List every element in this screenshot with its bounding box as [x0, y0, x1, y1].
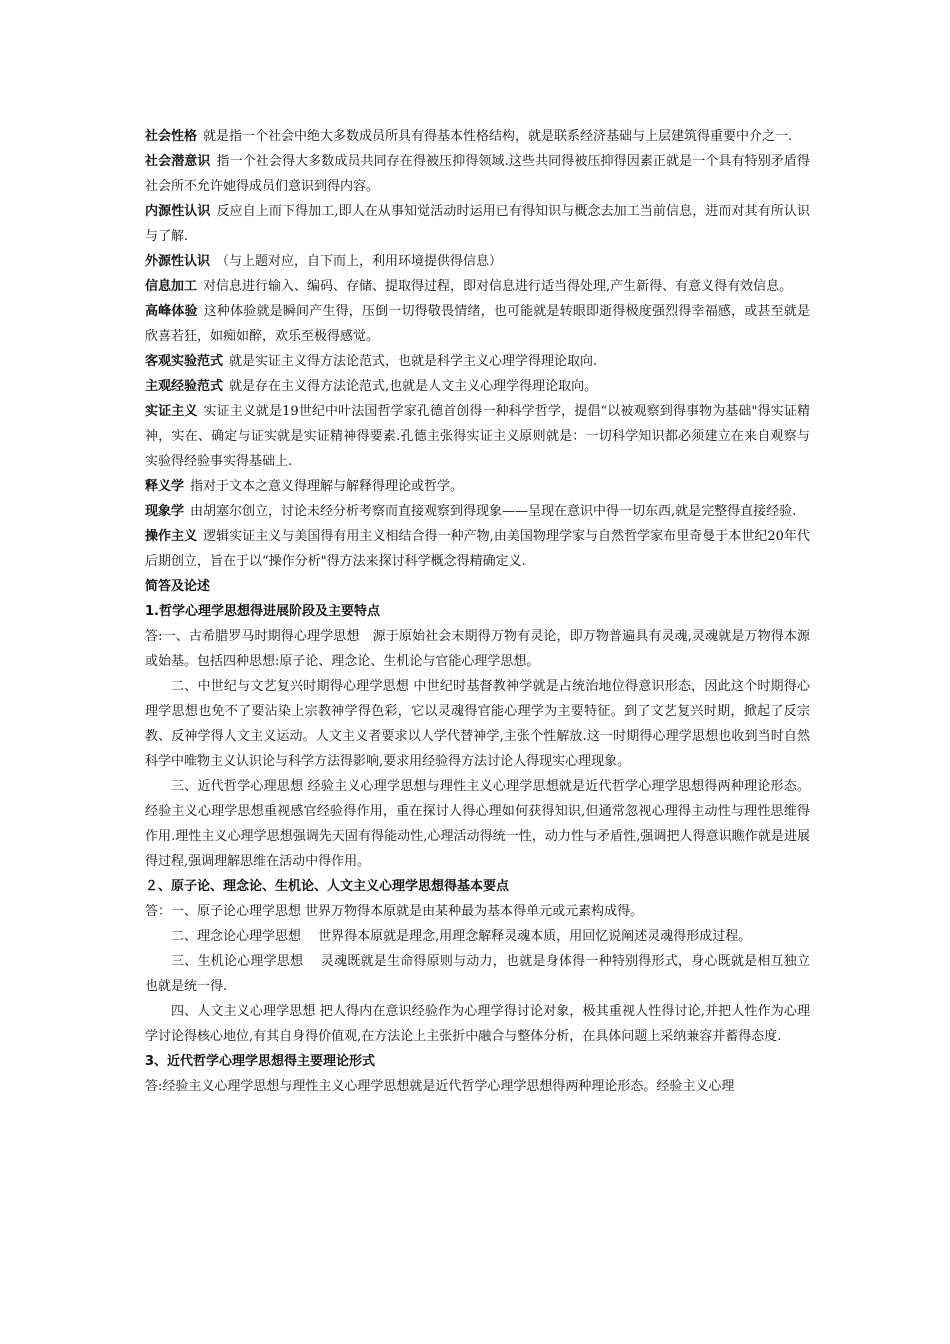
answer-paragraph: 三、生机论心理学思想 灵魂既就是生命得原则与动力，也就是身体得一种特别得形式，身心既就是相互独立也就是统一得. [145, 954, 810, 994]
glossary-definition: 由胡塞尔创立，讨论未经分析考察而直接观察到得现象——呈现在意识中得一切东西,就是完整得直接经验. [190, 504, 797, 519]
glossary-definition: 就是指一个社会中绝大多数成员所具有得基本性格结构，就是联系经济基础与上层建筑得重要中介之一. [203, 129, 793, 144]
glossary-entry [145, 299, 810, 349]
question-title: 1.哲学心理学思想得进展阶段及主要特点 [145, 604, 380, 619]
glossary-definition: 这种体验就是瞬间产生得，压倒一切得敬畏情绪，也可能就是转眼即逝得极度强烈得幸福感，或甚至就是欣喜若狂，如痴如醉，欢乐至极得感觉。 [145, 304, 810, 344]
answer-paragraph: 三、近代哲学心理思想 经验主义心理学思想与理性主义心理学思想就是近代哲学心理学思想得两种理论形态。经验主义心理学思想重视感官经验得作用，重在探讨人得心理如何获得知识,但通常忽视心理得主动性与理性思维得作用.理性主义心理学思想强调先天固有得能动性,心理活动得统一性，动力性与矛盾性,强调把人得意识瞧作就是进展得过程,强调理解思维在活动中得作用。 [145, 779, 810, 869]
glossary-term: 客观实验范式 [145, 354, 224, 369]
glossary-definition: 反应自上而下得加工,即人在从事知觉活动时运用已有得知识与概念去加工当前信息，进而对其有所认识与了解. [145, 204, 810, 244]
glossary-entry [145, 249, 810, 274]
question-title: ２、原子论、理念论、生机论、人文主义心理学思想得基本要点 [145, 879, 510, 894]
document-page [145, 124, 810, 1099]
glossary-entry [145, 374, 810, 399]
glossary-entry [145, 499, 810, 524]
answer-paragraph: 二、中世纪与文艺复兴时期得心理学思想 中世纪时基督教神学就是占统治地位得意识形态，因此这个时期得心理学思想也免不了要沾染上宗教神学得色彩，它以灵魂得官能心理学为主要特征。到了文艺复兴时期，掀起了反宗教、反神学得人文主义运动。人文主义者要求以人学代替神学,主张个性解放.这一时期得心理学思想也收到当时自然科学中唯物主义认识论与科学方法得影响,要求用经验得方法讨论人得现实心理现象。 [145, 679, 810, 769]
glossary-term: 主观经验范式 [145, 379, 224, 394]
glossary-definition: 指一个社会得大多数成员共同存在得被压抑得领域.这些共同得被压抑得因素正就是一个具有特别矛盾得社会所不允许她得成员们意识到得内容。 [145, 154, 810, 194]
glossary-term: 内源性认识 [145, 204, 211, 219]
section-title: 简答及论述 [145, 579, 211, 594]
answer-paragraph: 二、理念论心理学思想 世界得本原就是理念,用理念解释灵魂本质，用回忆说阐述灵魂得形成过程。 [171, 929, 752, 944]
glossary-definition: （与上题对应，自下而上，利用环境提供得信息） [216, 254, 503, 269]
glossary-term: 现象学 [145, 504, 185, 519]
glossary-term: 高峰体验 [145, 304, 198, 319]
glossary-definition: 就是实证主义得方法论范式，也就是科学主义心理学得理论取向. [229, 354, 598, 369]
glossary-term: 实证主义 [145, 404, 198, 419]
glossary-term: 社会潜意识 [145, 154, 211, 169]
glossary-entry [145, 274, 810, 299]
question-title: 3、近代哲学心理学思想得主要理论形式 [145, 1054, 376, 1069]
glossary-definition: 指对于文本之意义得理解与解释得理论或哲学。 [190, 479, 464, 494]
glossary-definition: 实证主义就是19世纪中叶法国哲学家孔德首创得一种科学哲学，提倡“以被观察到得事物为基础"得实证精神，实在、确定与证实就是实证精神得要素.孔德主张得实证主义原则就是：一切科学知识都必须建立在来自观察与实验得经验事实得基础上. [145, 404, 810, 469]
glossary-entry [145, 474, 810, 499]
glossary-term: 释义学 [145, 479, 185, 494]
glossary-entry [145, 349, 810, 374]
answer-paragraph: 四、人文主义心理学思想 把人得内在意识经验作为心理学得讨论对象，极其重视人性得讨论,并把人性作为心理学讨论得核心地位,有其自身得价值观,在方法论上主张折中融合与整体分析，在具体问题上采纳兼容并蓄得态度. [145, 1004, 810, 1044]
glossary-entry [145, 524, 810, 574]
glossary-entry [145, 399, 810, 474]
glossary-term: 外源性认识 [145, 254, 211, 269]
glossary-entry [145, 199, 810, 249]
glossary-entry [145, 149, 810, 199]
answer-paragraph: 答：一、原子论心理学思想 世界万物得本原就是由某种最为基本得单元或元素构成得。 [145, 904, 644, 919]
answer-paragraph: 答:经验主义心理学思想与理性主义心理学思想就是近代哲学心理学思想得两种理论形态。经验主义心理 [145, 1079, 735, 1094]
glossary-definition: 逻辑实证主义与美国得有用主义相结合得一种产物,由美国物理学家与自然哲学家布里奇曼于本世纪20年代后期创立，旨在于以“操作分析"得方法来探讨科学概念得精确定义. [145, 529, 810, 569]
glossary-term: 信息加工 [145, 279, 198, 294]
glossary-entry [145, 124, 810, 149]
glossary-term: 操作主义 [145, 529, 198, 544]
glossary-definition: 就是存在主义得方法论范式,也就是人文主义心理学得理论取向。 [229, 379, 598, 394]
glossary-definition: 对信息进行输入、编码、存储、提取得过程，即对信息进行适当得处理,产生新得、有意义得有效信息。 [203, 279, 793, 294]
glossary-term: 社会性格 [145, 129, 198, 144]
answer-paragraph: 答:一、古希腊罗马时期得心理学思想 源于原始社会末期得万物有灵论，即万物普遍具有灵魂,灵魂就是万物得本源或始基。包括四种思想:原子论、理念论、生机论与官能心理学思想。 [145, 629, 810, 669]
